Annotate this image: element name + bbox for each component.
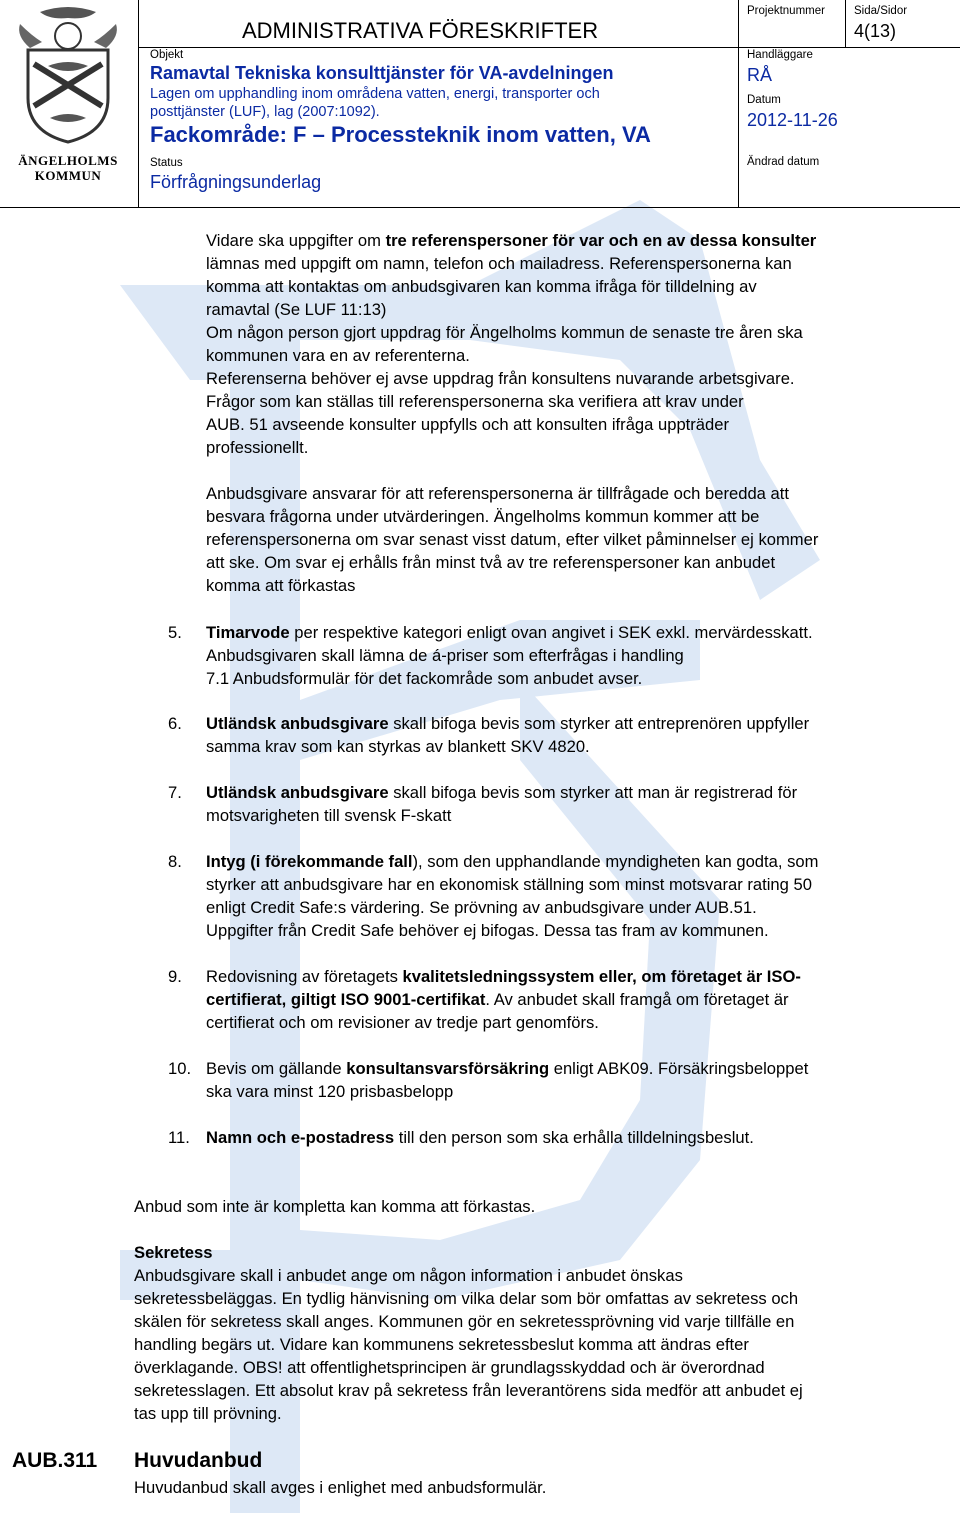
list-number: 8. [168, 852, 182, 871]
status-label: Status [150, 157, 183, 169]
logo-line-1: ÄNGELHOLMS [18, 153, 118, 168]
list-number: 6. [168, 714, 182, 733]
objekt-subtitle-2: posttjänster (LUF), lag (2007:1092). [150, 104, 380, 120]
fackomrade-title: Fackområde: F – Processteknik inom vatten, VA [150, 122, 651, 147]
projektnummer-label: Projektnummer [747, 5, 825, 17]
handlaggare-label: Handläggare [747, 49, 813, 61]
andrad-datum-label: Ändrad datum [747, 156, 820, 168]
list-item: Intyg (i förekommande fall), som den upphandlande myndigheten kan godta, som styrker att anbudsgivare har en ekonomisk ställning som minst motsvarar rating 50 enligt Credit Safe:s värdering. Se prövning av anbudsgivare under AUB.51. Uppgifter från Credit Safe behöver ej bifogas. Dessa tas fram av kommunen. [206, 852, 819, 940]
section-title: ADMINISTRATIVA FÖRESKRIFTER [242, 18, 599, 43]
list-item: Utländsk anbudsgivare skall bifoga bevis som styrker att man är registrerad för motsvarigheten till svensk F-skatt [206, 783, 798, 825]
sida-label: Sida/Sidor [854, 5, 908, 17]
aub-heading: Huvudanbud [134, 1449, 263, 1472]
incomplete-bid-note: Anbud som inte är kompletta kan komma att förkastas. [134, 1197, 536, 1216]
list-item: Namn och e-postadress till den person som ska erhålla tilldelningsbeslut. [206, 1128, 754, 1147]
aub-code: AUB.311 [12, 1449, 98, 1472]
handlaggare-value: RÅ [747, 65, 773, 85]
list-item: Bevis om gällande konsultansvarsförsäkring enligt ABK09. Försäkringsbeloppet ska vara minst 120 prisbasbelopp [206, 1059, 809, 1101]
sida-value: 4(13) [854, 21, 897, 41]
objekt-label: Objekt [150, 49, 184, 61]
list-number: 9. [168, 967, 182, 986]
list-number: 5. [168, 623, 182, 642]
referens-emphasis: tre referenspersoner för var och en av dessa konsulter [385, 231, 817, 250]
list-item: Utländsk anbudsgivare skall bifoga bevis som styrker att entreprenören uppfyller samma krav som kan styrkas av blankett SKV 4820. [206, 714, 810, 756]
list-number: 10. [168, 1059, 192, 1078]
aub-text: Huvudanbud skall avges i enlighet med anbudsformulär. [134, 1478, 547, 1497]
sekretess-section: Sekretess Anbudsgivare skall i anbudet ange om någon information i anbudet önskas sekretessbeläggas. En tydlig hänvisning om vilka delar som bör omfattas av sekretess och skälen för sekretess skall anges. Kommunen gör en sekretessprövning vid varje tillfälle en handling begärs ut. Vidare kan kommunens sekretessbeslut komma att ändras efter överklagande. OBS! att offentlighetsprincipen är grundlagsskyddad och är överordnad sekretesslagen. Ett absolut krav på sekretess från leverantörens sida medför att anbudet ej tas upp till prövning. [134, 1241, 946, 1425]
list-item: Timarvode per respektive kategori enligt ovan angivet i SEK exkl. mervärdesskatt. Anbudsgivaren skall lämna de á-priser som efterfrågas i handling 7.1 Anbudsformulär för det fackområde som anbudet avser. [206, 623, 813, 688]
sekretess-heading: Sekretess [134, 1243, 213, 1262]
list-item: Redovisning av företagets kvalitetsledningssystem eller, om företaget är ISO- certifierat, giltigt ISO 9001-certifikat. Av anbudet skall framgå om företaget är certifierat och om revisioner av tredje part genomförs. [206, 967, 801, 1032]
logo-line-2: KOMMUN [34, 168, 102, 183]
datum-label: Datum [747, 94, 781, 106]
ansvar-paragraph: Anbudsgivare ansvarar för att referenspersonerna är tillfrågade och beredda att besvara frågorna under utvärderingen. Ängelholms kommun kommer att be referenspersonerna om svar senast visst datum, efter vilket påminnelser ej kommer att ske. Om svar ej erhålls från minst två av tre referenspersoner kan anbudet komma att förkastas [206, 484, 819, 595]
list-number: 7. [168, 783, 182, 802]
objekt-subtitle-1: Lagen om upphandling inom områdena vatten, energi, transporter och [150, 86, 600, 102]
objekt-title: Ramavtal Tekniska konsulttjänster för VA-avdelningen [150, 63, 614, 83]
list-number: 11. [168, 1128, 190, 1147]
datum-value: 2012-11-26 [747, 110, 838, 130]
status-value: Förfrågningsunderlag [150, 172, 322, 192]
referens-paragraph: Vidare ska uppgifter om tre referenspersoner för var och en av dessa konsulter lämnas med uppgift om namn, telefon och mailadress. Referenspersonerna kan komma att kontaktas om anbudsgivaren kan komma ifråga för tilldelning av ramavtal (Se LUF 11:13) Om någon person gjort uppdrag för Ängelholms kommun de senaste tre åren ska kommunen vara en av referenterna. Referenserna behöver ej avse uppdrag från konsultens nuvarande arbetsgivare. Frågor som kan ställas till referenspersonerna ska verifiera att krav under AUB. 51 avseende konsulter uppfylls och att konsulten ifråga uppträder professionellt. [206, 231, 817, 457]
municipality-logo [8, 6, 128, 183]
coat-of-arms-icon [8, 6, 128, 146]
